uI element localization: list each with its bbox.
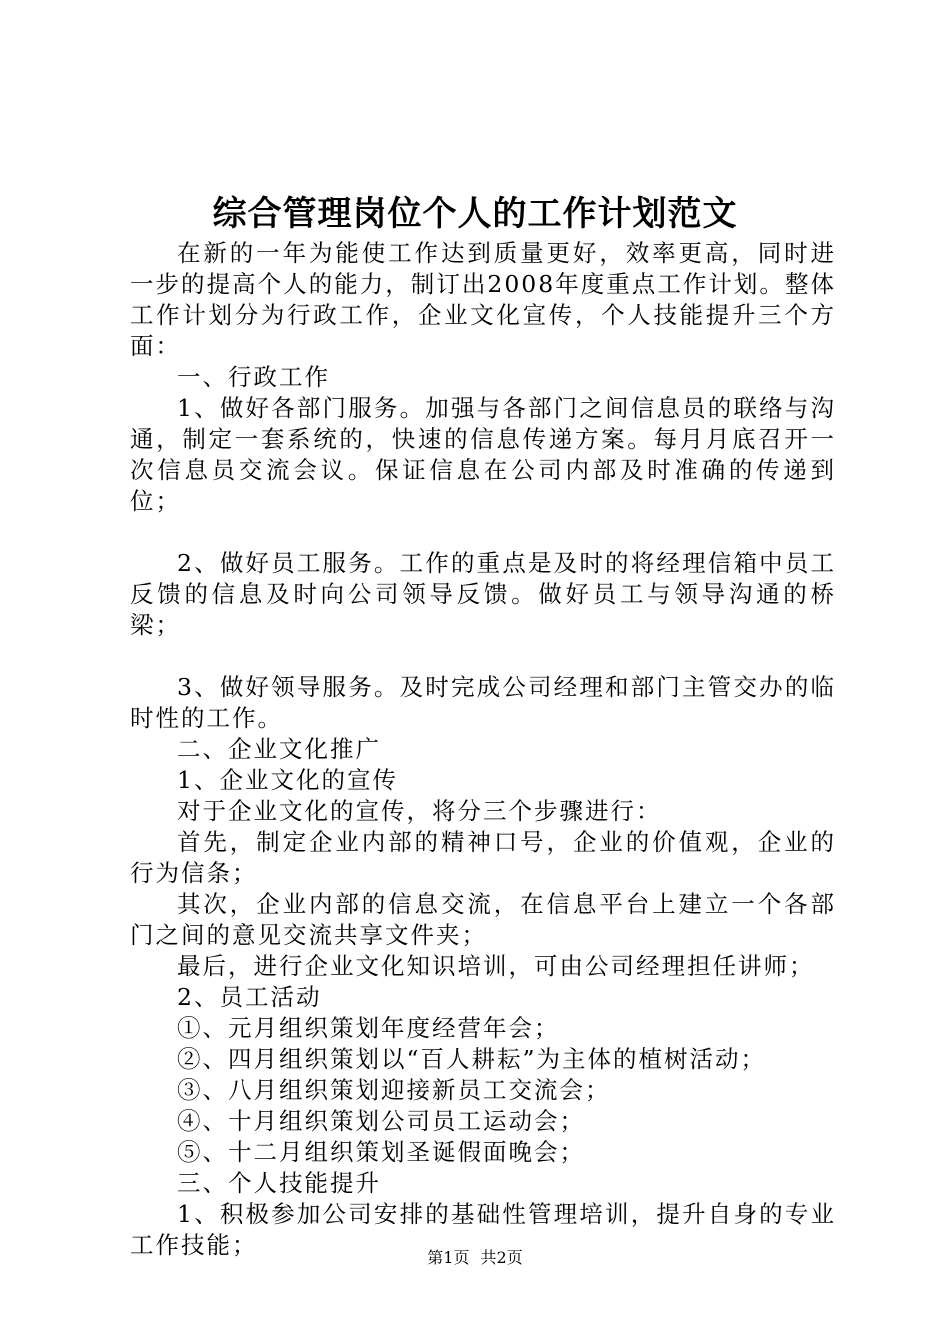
step-first: 首先，制定企业内部的精神口号，企业的价值观，企业的行为信条； (130, 828, 836, 887)
page-number: 第1页 (427, 1248, 470, 1267)
activity-item: ⑤、十二月组织策划圣诞假面晚会； (177, 1138, 585, 1166)
list-item-leader-service: 3、做好领导服务。及时完成公司经理和部门主管交办的临时性的工作。 (130, 673, 836, 732)
section-heading-culture: 二、企业文化推广 (177, 735, 381, 763)
list-item-dept-service: 1、做好各部门服务。加强与各部门之间信息员的联络与沟通，制定一套系统的，快速的信息传递方案。每月月底召开一次信息员交流会议。保证信息在公司内部及时准确的传递到位； (130, 394, 836, 515)
step-last: 最后，进行企业文化知识培训，可由公司经理担任讲师； (177, 952, 815, 980)
section-heading-skills: 三、个人技能提升 (177, 1169, 381, 1197)
activity-item: ①、元月组织策划年度经营年会； (177, 1014, 560, 1042)
list-item-training: 1、积极参加公司安排的基础性管理培训，提升自身的专业工作技能； (130, 1200, 836, 1259)
intro-paragraph: 在新的一年为能使工作达到质量更好，效率更高，同时进一步的提高个人的能力，制订出2008年度重点工作计划。整体工作计划分为行政工作，企业文化宣传，个人技能提升三个方面： (130, 239, 836, 360)
activity-item: ②、四月组织策划以“百人耕耘”为主体的植树活动； (177, 1045, 767, 1073)
page-total: 共2页 (480, 1248, 523, 1267)
activity-item: ④、十月组织策划公司员工运动会； (177, 1107, 585, 1135)
paragraph-steps: 对于企业文化的宣传，将分三个步骤进行： (177, 797, 662, 825)
list-item-staff-service: 2、做好员工服务。工作的重点是及时的将经理信箱中员工反馈的信息及时向公司领导反馈。做好员工与领导沟通的桥梁； (130, 549, 836, 639)
subheading-culture-promotion: 1、企业文化的宣传 (177, 766, 398, 794)
blank-line (130, 517, 836, 548)
page-footer (0, 1245, 950, 1268)
document-body (130, 238, 836, 1261)
activity-item: ③、八月组织策划迎接新员工交流会； (177, 1076, 611, 1104)
subheading-staff-activities: 2、员工活动 (177, 983, 322, 1011)
section-heading-admin: 一、行政工作 (177, 363, 330, 391)
blank-line (130, 641, 836, 672)
document-title: 综合管理岗位个人的工作计划范文 (212, 194, 738, 234)
step-second: 其次，企业内部的信息交流，在信息平台上建立一个各部门之间的意见交流共享文件夹； (130, 890, 836, 949)
